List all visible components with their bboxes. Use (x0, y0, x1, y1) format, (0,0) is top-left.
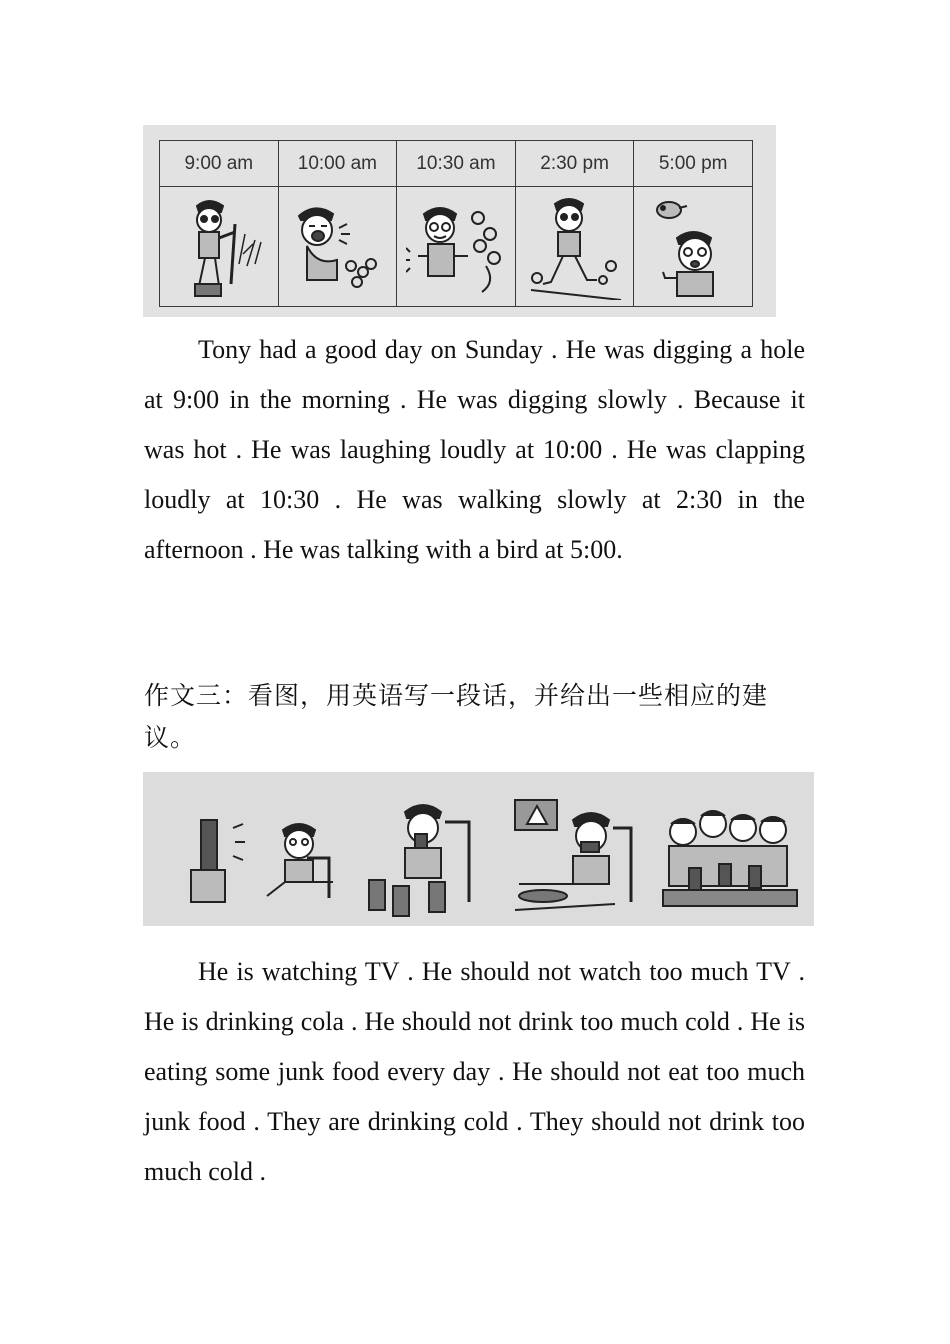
advice-paragraph: He is watching TV . He should not watch too much TV . He is drinking cola . He should not drink too much cold . He is eating some junk food every day . He should not eat too much junk food . They are drinking cold . They should not drink too much cold . (144, 957, 805, 1186)
scene-cell (278, 187, 397, 307)
time-cell: 10:30 am (397, 141, 516, 187)
boy-eating-junk-food-icon (515, 800, 631, 910)
walking-boy-icon (525, 194, 625, 300)
scene-cell (397, 187, 516, 307)
kids-drinking-together-icon (663, 811, 797, 906)
story-paragraph: Tony had a good day on Sunday . He was digging a hole at 9:00 in the morning . He was digging slowly . Because it was hot . He was laughing loudly at 10:00 . He was clapping loudly at 10:30 . He was walking slowly at 2:30 in the afternoon . He was talking with a bird at 5:00. (144, 335, 805, 564)
boy-talking-to-bird-icon (643, 194, 743, 300)
boy-watching-tv-icon (191, 820, 333, 902)
boy-drinking-cola-icon (369, 805, 469, 916)
scene-cell (634, 187, 753, 307)
time-cell: 9:00 am (160, 141, 279, 187)
habits-scenes (143, 772, 814, 926)
task-heading: 作文三：看图，用英语写一段话，并给出一些相应的建议。 (144, 681, 769, 752)
laughing-boy-icon (287, 194, 387, 300)
timeline-figure (143, 125, 776, 317)
digging-boy-icon (169, 194, 269, 300)
habits-figure (143, 772, 814, 926)
clapping-boy-icon (406, 194, 506, 300)
time-cell: 2:30 pm (515, 141, 634, 187)
scene-cell (515, 187, 634, 307)
time-cell: 10:00 am (278, 141, 397, 187)
time-cell: 5:00 pm (634, 141, 753, 187)
timeline-table (159, 140, 753, 307)
scene-cell (160, 187, 279, 307)
